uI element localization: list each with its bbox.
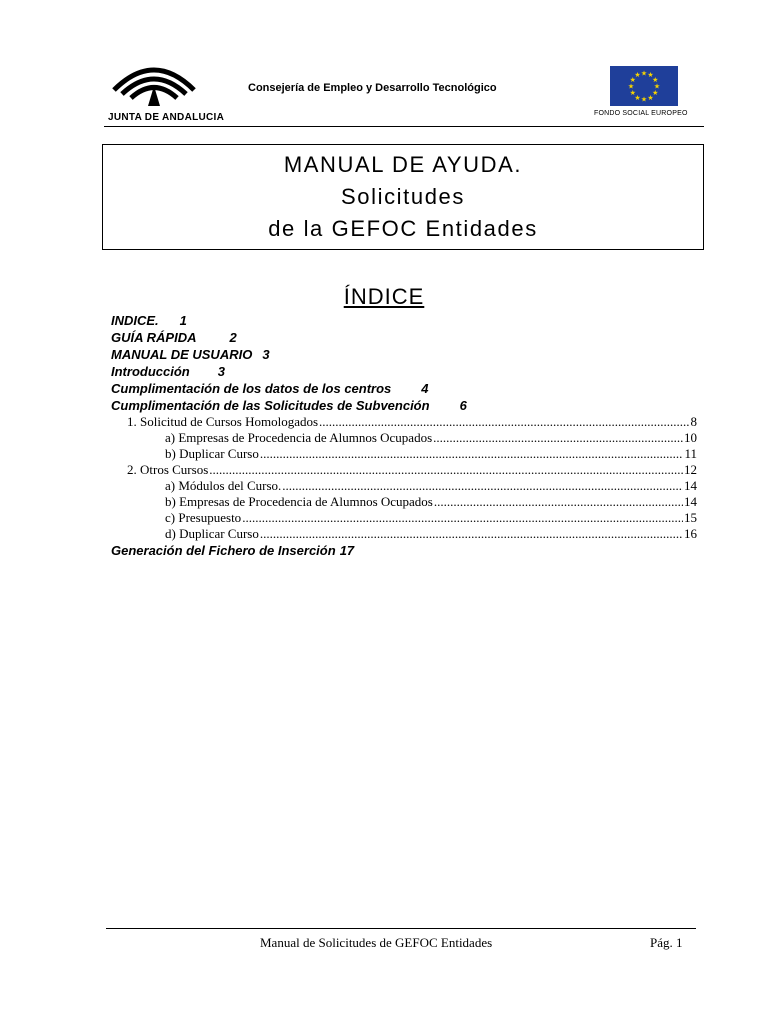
toc-entry-text: c) Presupuesto: [165, 510, 242, 525]
toc-entry-text: 2. Otros Cursos: [127, 462, 209, 477]
eu-star-icon: ★: [640, 96, 648, 104]
toc-entry-page: 2: [229, 330, 237, 345]
toc-entry-text: Cumplimentación de los datos de los centros: [111, 381, 392, 396]
toc-entry-text: INDICE.: [111, 313, 159, 328]
footer-title: Manual de Solicitudes de GEFOC Entidades: [260, 935, 493, 950]
toc-entry-text: a) Empresas de Procedencia de Alumnos Ocupados: [165, 430, 433, 445]
toc-leader-dots: [433, 430, 683, 446]
toc-entry-text: b) Duplicar Curso: [165, 446, 259, 461]
toc-entry-sub[interactable]: [111, 446, 697, 462]
toc-entry-page: 17: [339, 543, 355, 558]
toc-entry-text: Generación del Fichero de Inserción: [111, 543, 336, 558]
toc-entry-page: 14: [684, 494, 697, 509]
footer-divider: [106, 928, 696, 929]
toc-entry-major[interactable]: [111, 380, 697, 397]
eu-star-icon: ★: [627, 83, 635, 91]
toc-entry-page: 4: [421, 381, 429, 396]
toc-entry-page: 10: [684, 430, 697, 445]
toc-entry-major[interactable]: [111, 312, 697, 329]
eu-star-icon: ★: [634, 94, 641, 102]
junta-arch-icon: [108, 56, 200, 110]
fondo-social-europeo-logo: [594, 64, 704, 124]
page-header: [104, 52, 704, 128]
table-of-contents: [111, 312, 697, 559]
toc-entry-major[interactable]: [111, 329, 697, 346]
toc-entry-page: 12: [684, 462, 697, 477]
toc-entry-text: Cumplimentación de las Solicitudes de Subvención: [111, 398, 430, 413]
title-line-1: MANUAL DE AYUDA.: [283, 152, 523, 177]
index-heading: ÍNDICE: [343, 284, 425, 309]
toc-entry-major[interactable]: [111, 397, 697, 414]
eu-star-icon: ★: [629, 90, 636, 97]
toc-entry-sub[interactable]: [111, 526, 697, 542]
toc-entry-page: 6: [459, 398, 467, 413]
toc-entry-sub[interactable]: [111, 430, 697, 446]
toc-leader-dots: [209, 462, 683, 478]
eu-star-icon: ★: [652, 90, 659, 97]
eu-star-icon: ★: [640, 70, 648, 78]
toc-entry-sub[interactable]: [111, 510, 697, 526]
toc-entry-sub[interactable]: [111, 414, 697, 430]
title-line-2: Solicitudes: [341, 184, 465, 209]
toc-leader-dots: [260, 526, 683, 542]
toc-entry-page: 1: [179, 313, 187, 328]
toc-entry-page: 14: [684, 478, 697, 493]
eu-star-icon: ★: [647, 72, 654, 80]
toc-entry-page: 8: [690, 414, 697, 429]
eu-flag-icon: [610, 66, 678, 106]
toc-entry-page: 11: [684, 446, 697, 461]
eu-star-icon: ★: [647, 94, 654, 102]
toc-entry-page: 16: [684, 526, 697, 541]
title-box: [102, 144, 704, 250]
header-divider: [104, 126, 704, 127]
toc-entry-text: b) Empresas de Procedencia de Alumnos Ocupados: [165, 494, 433, 509]
toc-leader-dots: [260, 446, 684, 462]
toc-entry-text: MANUAL DE USUARIO: [111, 347, 253, 362]
toc-entry-sub[interactable]: [111, 478, 697, 494]
toc-entry-major[interactable]: [111, 346, 697, 363]
eu-logo-text: FONDO SOCIAL EUROPEO: [594, 110, 688, 117]
toc-entry-sub[interactable]: [111, 462, 697, 478]
toc-entry-page: 3: [217, 364, 225, 379]
eu-star-icon: ★: [653, 83, 661, 91]
toc-entry-text: Introducción: [111, 364, 190, 379]
eu-star-icon: ★: [629, 77, 636, 84]
junta-logo-text: JUNTA DE ANDALUCIA: [108, 112, 225, 123]
toc-leader-dots: [434, 494, 683, 510]
toc-leader-dots: [242, 510, 683, 526]
toc-entry-text: a) Módulos del Curso.: [165, 478, 282, 493]
footer-page-number: Pág. 1: [650, 935, 683, 950]
toc-entry-major[interactable]: [111, 542, 697, 559]
eu-star-icon: ★: [634, 72, 641, 80]
eu-star-icon: ★: [652, 77, 659, 84]
toc-entry-text: d) Duplicar Curso: [165, 526, 259, 541]
title-line-3: de la GEFOC Entidades: [268, 216, 538, 241]
toc-leader-dots: [282, 478, 683, 494]
toc-entry-text: GUÍA RÁPIDA: [111, 330, 197, 345]
toc-entry-text: 1. Solicitud de Cursos Homologados: [127, 414, 319, 429]
toc-entry-major[interactable]: [111, 363, 697, 380]
organization-name: Consejería de Empleo y Desarrollo Tecnológico: [248, 82, 497, 94]
toc-leader-dots: [319, 414, 689, 430]
toc-entry-page: 3: [262, 347, 270, 362]
junta-de-andalucia-logo: [104, 56, 225, 123]
toc-entry-page: 15: [684, 510, 697, 525]
toc-entry-sub[interactable]: [111, 494, 697, 510]
